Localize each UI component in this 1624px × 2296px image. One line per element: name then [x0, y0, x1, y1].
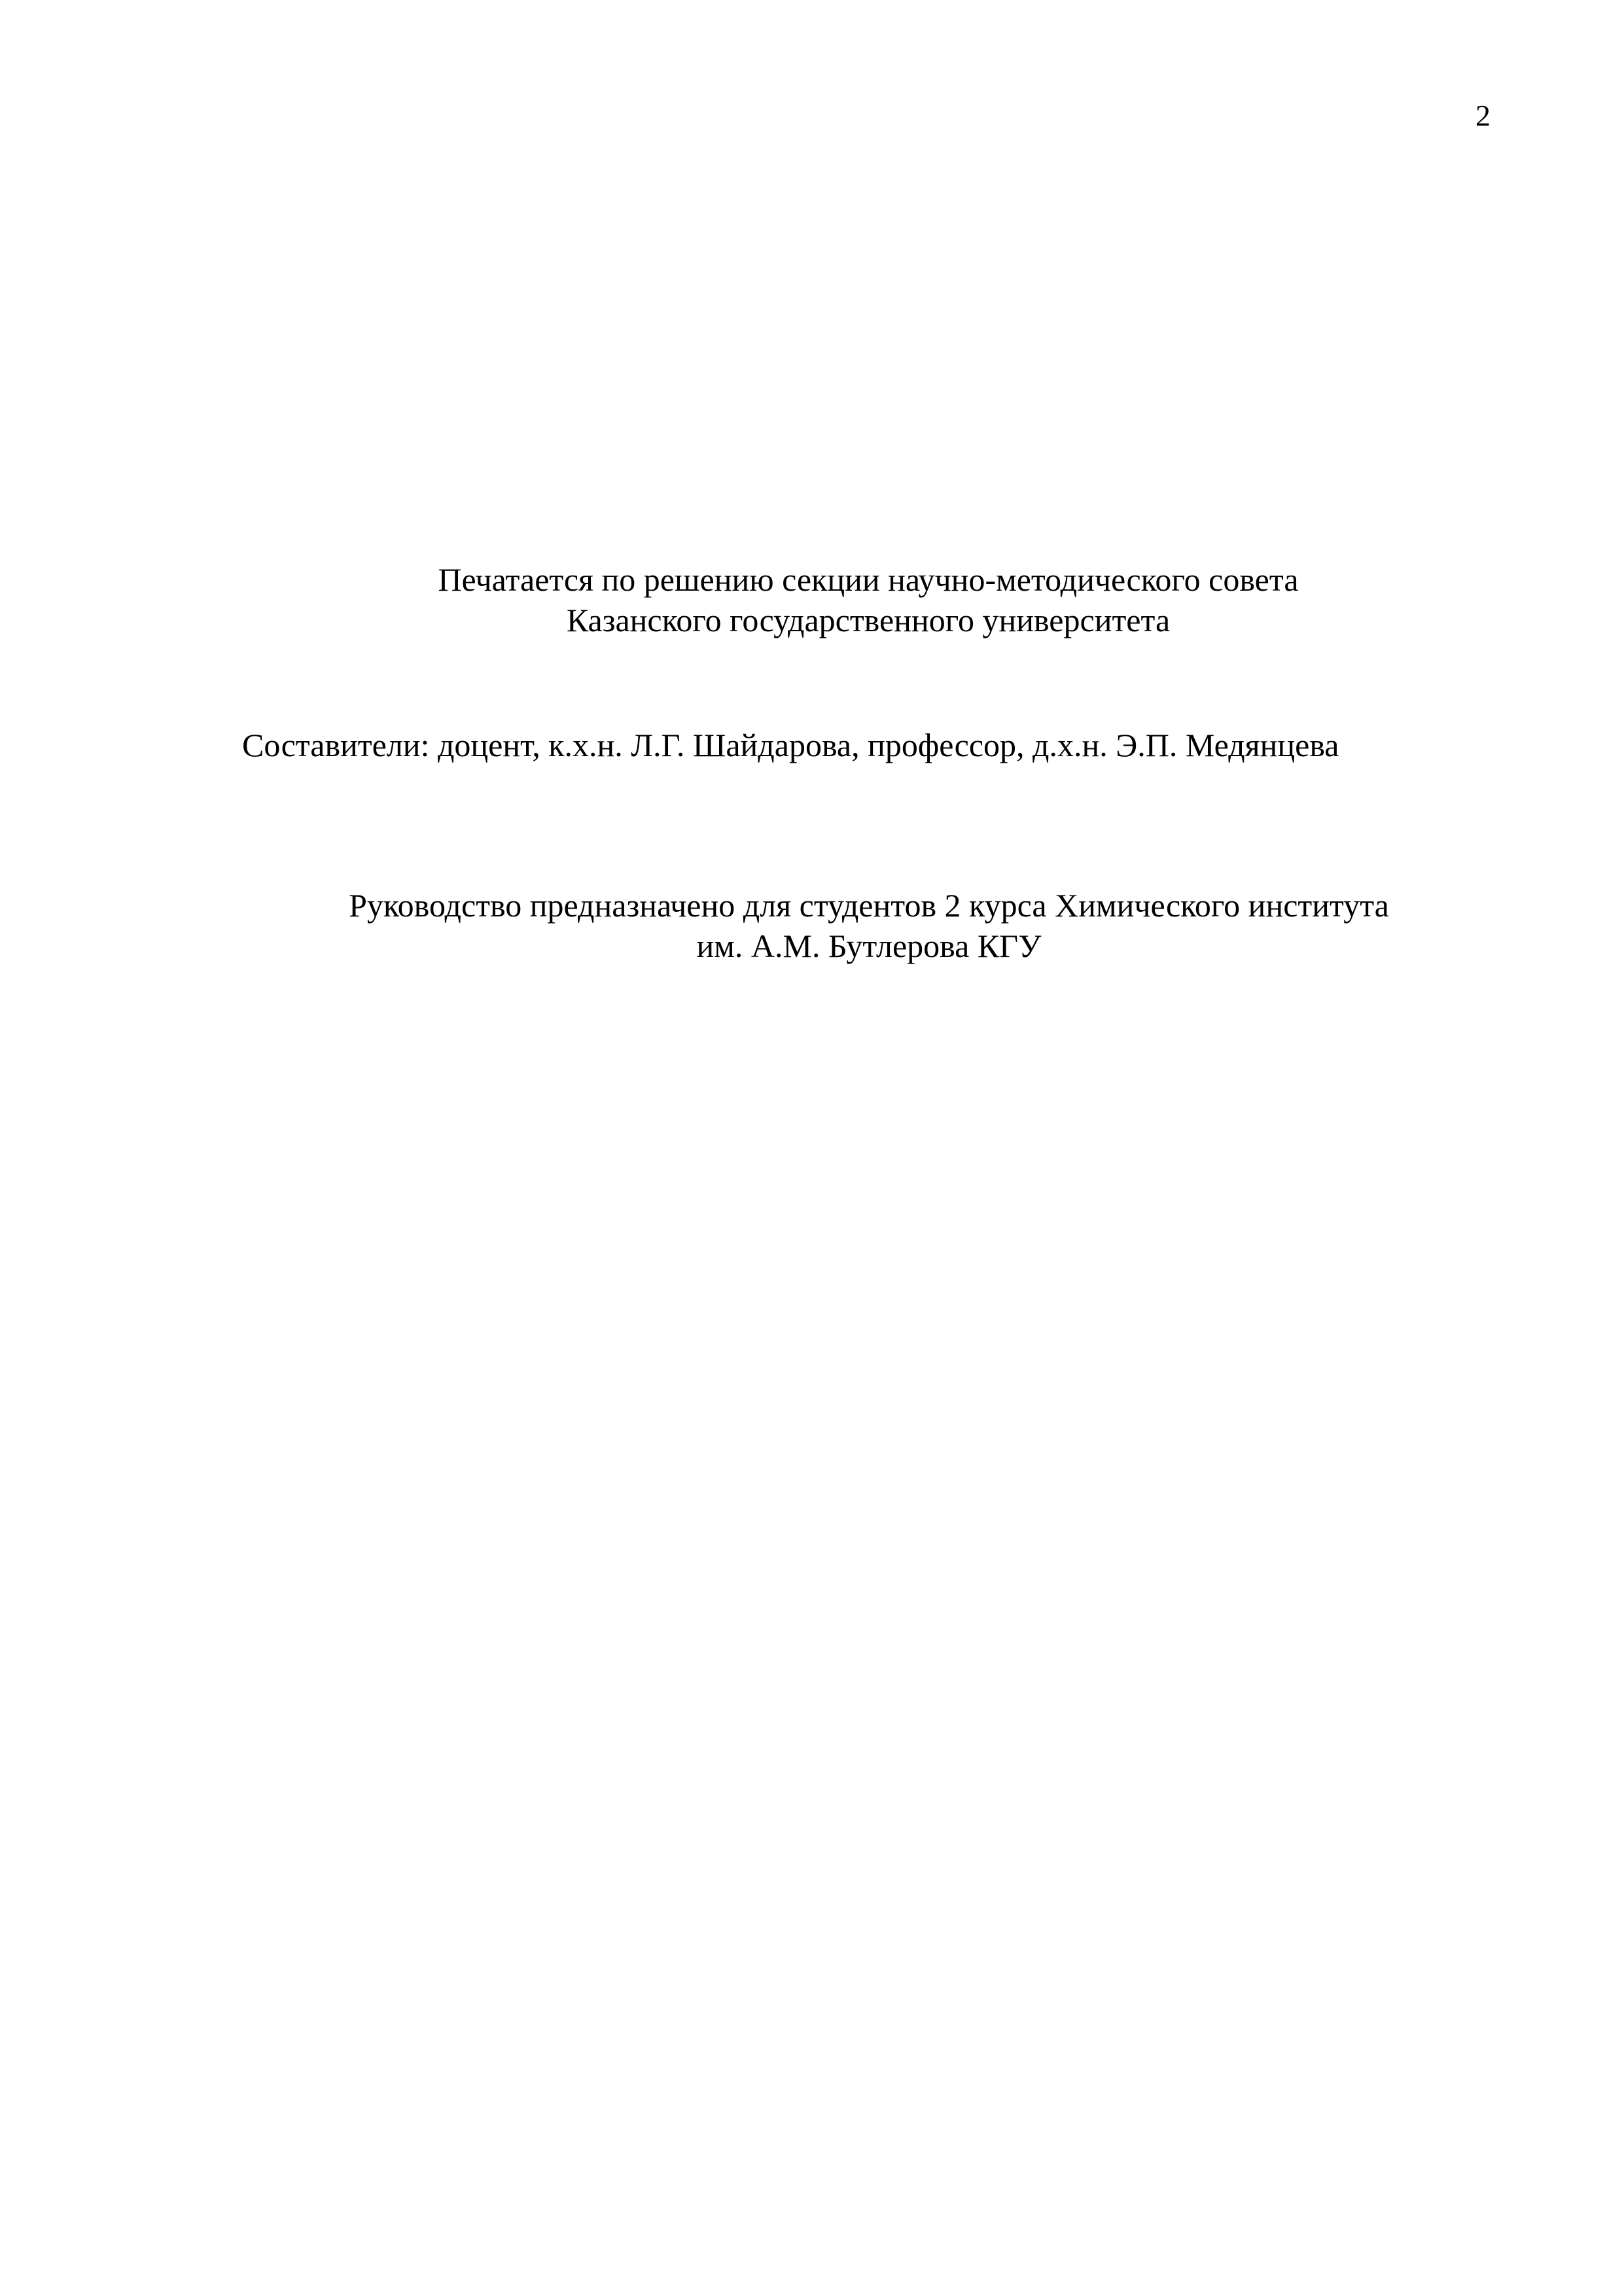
approval-line-2: Казанского государственного университета	[566, 602, 1171, 638]
approval-statement	[400, 559, 1336, 640]
purpose-line-1: Руководство предназначено для студентов 2 курса Химического института	[349, 887, 1389, 924]
compilers-statement	[242, 725, 1439, 765]
purpose-statement	[300, 885, 1438, 966]
page-number: 2	[1475, 99, 1491, 132]
compilers-line: Составители: доцент, к.х.н. Л.Г. Шайдарова, профессор, д.х.н. Э.П. Медянцева	[242, 727, 1339, 763]
purpose-line-2: им. А.М. Бутлерова КГУ	[696, 928, 1042, 964]
approval-line-1: Печатается по решению секции научно-методического совета	[438, 561, 1299, 598]
